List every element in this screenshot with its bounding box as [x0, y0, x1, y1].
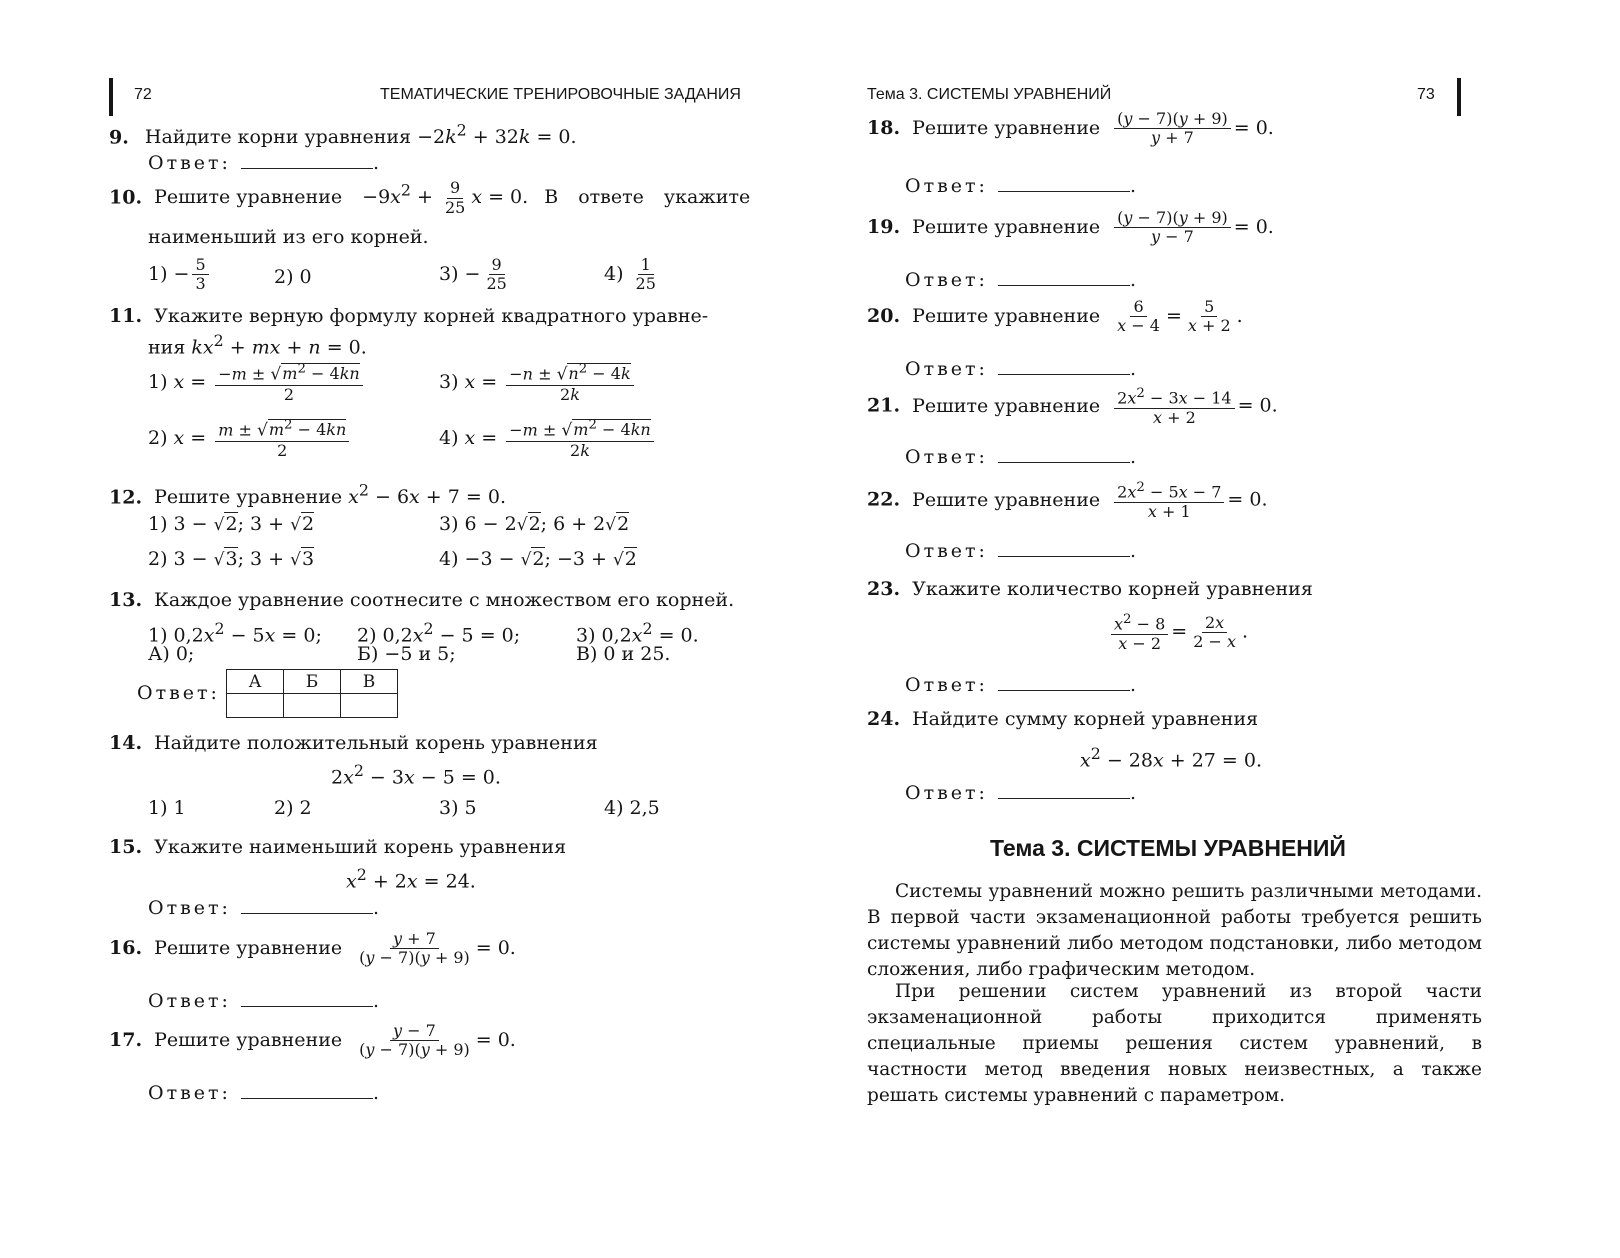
option-2: 2) 0 — [274, 266, 312, 288]
fraction: $\frac{(y - 7)(y + 9)}{y - 7}$ — [1114, 209, 1231, 247]
fraction: $\frac{(y - 7)(y + 9)}{y + 7}$ — [1114, 110, 1231, 148]
answer-line-16: Ответ: . — [148, 990, 382, 1012]
option-3: 3) x = $\frac{-n \pm √n^2 - 4k}{2k}$ — [439, 362, 637, 404]
task-text-tail: В ответе укажите — [544, 186, 751, 209]
task-22: 22. Решите уравнение $\frac{2x^2 - 5x - 7}{x + 1}$ = 0. — [867, 480, 1268, 521]
task-number: 19. — [867, 215, 901, 238]
fraction-right: $\frac{5}{x + 2}$ — [1187, 297, 1231, 336]
task-text: Решите уравнение — [154, 186, 343, 209]
task-number: 18. — [867, 116, 901, 139]
answer-line-19: Ответ: . — [905, 269, 1139, 291]
answer-blank[interactable] — [998, 673, 1130, 691]
answer-label: Ответ: — [148, 897, 231, 919]
left-running-title: ТЕМАТИЧЕСКИЕ ТРЕНИРОВОЧНЫЕ ЗАДАНИЯ — [380, 86, 741, 103]
task-13 — [109, 587, 734, 613]
answer-blank[interactable] — [241, 989, 373, 1007]
answer-line-23: Ответ: . — [905, 674, 1139, 696]
task-number: 14. — [109, 732, 143, 754]
option-3: 3) 5 — [439, 797, 477, 819]
answer-line-9: Ответ: . — [148, 152, 382, 174]
answer-blank[interactable] — [241, 151, 373, 169]
fraction: $\frac{2x^2 - 3x - 14}{x + 2}$ — [1114, 386, 1234, 427]
header-b: Б — [284, 670, 341, 694]
task-number: 24. — [867, 708, 901, 730]
left-page-number: 72 — [134, 86, 152, 103]
task-number: 17. — [109, 1028, 143, 1051]
task-number: 11. — [109, 305, 143, 327]
task-number: 20. — [867, 304, 901, 327]
option-2: 2) 2 — [274, 797, 312, 819]
section-title: Тема 3. СИСТЕМЫ УРАВНЕНИЙ — [990, 835, 1346, 861]
fraction-left: $\frac{6}{x - 4}$ — [1117, 297, 1160, 336]
task-14 — [109, 730, 598, 756]
equation: $x^2 - 28x + 27 = 0$. — [1080, 744, 1263, 772]
answer-line-15: Ответ: . — [148, 897, 382, 919]
section-paragraph-2: При решении систем уравнений из второй части экзаменационной работы приходится применять специальные приемы решения систем уравнений, в частности метод введения новых неизвестных, а также решать системы уравнений с параметром. — [867, 981, 1482, 1106]
equation: $2x^2 - 3x - 5 = 0$. — [331, 761, 501, 789]
answer-label: Ответ: — [905, 446, 988, 468]
equation: $\frac{x^2 - 8}{x - 2}$ = $\frac{2x}{2 - x}$ . — [1108, 612, 1248, 653]
fraction-right: $\frac{2x}{2 - x}$ — [1193, 612, 1236, 652]
task-10 — [109, 178, 750, 217]
answer-blank[interactable] — [998, 174, 1130, 192]
right-running-title: Тема 3. СИСТЕМЫ УРАВНЕНИЙ — [867, 86, 1112, 103]
task-text: Решите уравнение — [912, 116, 1101, 139]
option-2: 2) 3 − √3; 3 + √3 — [148, 548, 315, 570]
answer-label: Ответ: — [148, 152, 231, 174]
equation: $-2k^2 + 32k = 0$. — [417, 121, 577, 149]
task-text: Укажите количество корней уравнения — [912, 578, 1313, 600]
task-text: Решите уравнение — [912, 215, 1101, 238]
option-3: 3) 6 − 2√2; 6 + 2√2 — [439, 513, 630, 535]
fraction-left: $\frac{x^2 - 8}{x - 2}$ — [1111, 612, 1168, 653]
option-1: 1) 3 − √2; 3 + √2 — [148, 513, 315, 535]
answer-label: Ответ: — [137, 682, 220, 704]
task-number: 23. — [867, 578, 901, 600]
task-12 — [109, 478, 506, 510]
answer-blank[interactable] — [998, 539, 1130, 557]
task-text: Найдите сумму корней уравнения — [912, 708, 1259, 730]
option-b: Б) −5 и 5; — [357, 643, 456, 665]
answer-line-17: Ответ: . — [148, 1082, 382, 1104]
task-9 — [109, 118, 577, 150]
task-text: Найдите корни уравнения — [144, 126, 412, 149]
answer-line-20: Ответ: . — [905, 358, 1139, 380]
equation-3: 3) $0,2x^2 = 0$. — [576, 619, 699, 647]
task-text: Укажите верную формулу корней квадратного уравне- — [154, 305, 709, 327]
fraction: $\frac{2x^2 - 5x - 7}{x + 1}$ — [1114, 480, 1224, 521]
task-number: 9. — [109, 126, 129, 149]
answer-cell-b[interactable] — [284, 694, 341, 718]
task-text: Решите уравнение — [154, 486, 343, 509]
answer-line-24: Ответ: . — [905, 782, 1139, 804]
task-10-line2: наименьший из его корней. — [148, 226, 429, 248]
option-3: 3) − $\frac{9}{25}$ — [439, 255, 507, 294]
task-text: Решите уравнение — [912, 304, 1101, 327]
task-18: 18. Решите уравнение $\frac{(y - 7)(y + 9)}{y + 7}$ = 0. — [867, 109, 1274, 148]
option-v: В) 0 и 25. — [576, 643, 671, 665]
option-4: 4) −3 − √2; −3 + √2 — [439, 548, 637, 570]
answer-label: Ответ: — [148, 990, 231, 1012]
equation-1: 1) $0,2x^2 - 5x = 0$; — [148, 619, 322, 647]
option-1: 1) x = $\frac{-m \pm √m^2 - 4kn}{2}$ — [148, 362, 366, 404]
option-a: А) 0; — [148, 643, 195, 665]
option-4: 4) $\frac{1}{25}$ — [604, 255, 656, 294]
equation: $x^2 - 6x + 7 = 0$. — [348, 481, 506, 509]
answer-label: Ответ: — [905, 540, 988, 562]
option-4: 4) x = $\frac{-m \pm √m^2 - 4kn}{2k}$ — [439, 418, 657, 460]
fraction: $\frac{y + 7}{(y - 7)(y + 9)}$ — [359, 929, 470, 968]
answer-label: Ответ: — [148, 1082, 231, 1104]
task-text: Решите уравнение — [912, 394, 1101, 417]
answer-blank[interactable] — [998, 445, 1130, 463]
answer-cell-v[interactable] — [341, 694, 398, 718]
task-11-line2: ния $kx^2$ + mx + n = 0. — [148, 331, 367, 359]
left-page-marker — [109, 78, 113, 116]
task-20: 20. Решите уравнение $\frac{6}{x - 4}$ = $\frac{5}{x + 2}$ . — [867, 297, 1243, 336]
answer-line-21: Ответ: . — [905, 446, 1139, 468]
task-11 — [109, 303, 708, 329]
answer-table — [226, 669, 398, 718]
answer-label: Ответ: — [905, 782, 988, 804]
answer-line-18: Ответ: . — [905, 175, 1139, 197]
equation-2: 2) $0,2x^2 - 5 = 0$; — [357, 619, 521, 647]
task-text: Решите уравнение — [154, 936, 343, 959]
task-number: 15. — [109, 836, 143, 858]
equation: $x^2 + 2x = 24$. — [346, 865, 476, 893]
task-number: 21. — [867, 394, 901, 417]
answer-blank[interactable] — [241, 1081, 373, 1099]
task-number: 13. — [109, 589, 143, 611]
answer-blank[interactable] — [241, 896, 373, 914]
task-text: ния — [148, 336, 186, 359]
task-text: Решите уравнение — [912, 488, 1101, 511]
option-1: 1) 1 — [148, 797, 186, 819]
header-v: В — [341, 670, 398, 694]
task-number: 16. — [109, 936, 143, 959]
header-a: А — [227, 670, 284, 694]
task-text: Каждое уравнение соотнесите с множеством его корней. — [154, 589, 735, 611]
right-page-number: 73 — [1417, 86, 1435, 103]
task-23 — [867, 576, 1313, 602]
answer-line-22: Ответ: . — [905, 540, 1139, 562]
task-16: 16. Решите уравнение $\frac{y + 7}{(y - 7)(y + 9)}$ = 0. — [109, 929, 516, 968]
task-15 — [109, 834, 566, 860]
answer-blank[interactable] — [998, 268, 1130, 286]
section-paragraph-1: Системы уравнений можно решить различными методами. В первой части экзаменационной работы требуется решить системы уравнений либо методом подстановки, либо методом сложения, либо графическим методом. — [867, 881, 1482, 980]
task-21: 21. Решите уравнение $\frac{2x^2 - 3x - 14}{x + 2}$ = 0. — [867, 386, 1278, 427]
answer-label: Ответ: — [905, 175, 988, 197]
task-number: 22. — [867, 488, 901, 511]
task-number: 10. — [109, 186, 143, 209]
answer-blank[interactable] — [998, 781, 1130, 799]
answer-blank[interactable] — [998, 357, 1130, 375]
answer-label: Ответ: — [905, 269, 988, 291]
right-page-marker — [1457, 78, 1461, 116]
answer-label: Ответ: — [905, 674, 988, 696]
task-text: Решите уравнение — [154, 1028, 343, 1051]
option-2: 2) x = $\frac{m \pm √m^2 - 4kn}{2}$ — [148, 418, 352, 460]
task-text: Найдите положительный корень уравнения — [154, 732, 598, 754]
equation: $-9x^2$ + $\frac{9}{25}$ x = 0. — [362, 178, 529, 217]
option-4: 4) 2,5 — [604, 797, 660, 819]
task-text: Укажите наименьший корень уравнения — [154, 836, 567, 858]
fraction: $\frac{y - 7}{(y - 7)(y + 9)}$ — [359, 1021, 470, 1060]
answer-label: Ответ: — [905, 358, 988, 380]
task-24 — [867, 706, 1258, 732]
task-number: 12. — [109, 486, 143, 509]
task-17: 17. Решите уравнение $\frac{y - 7}{(y - 7)(y + 9)}$ = 0. — [109, 1021, 516, 1060]
answer-cell-a[interactable] — [227, 694, 284, 718]
option-1: 1) − $\frac{5}{3}$ — [148, 256, 212, 294]
task-19: 19. Решите уравнение $\frac{(y - 7)(y + 9)}{y - 7}$ = 0. — [867, 208, 1274, 247]
